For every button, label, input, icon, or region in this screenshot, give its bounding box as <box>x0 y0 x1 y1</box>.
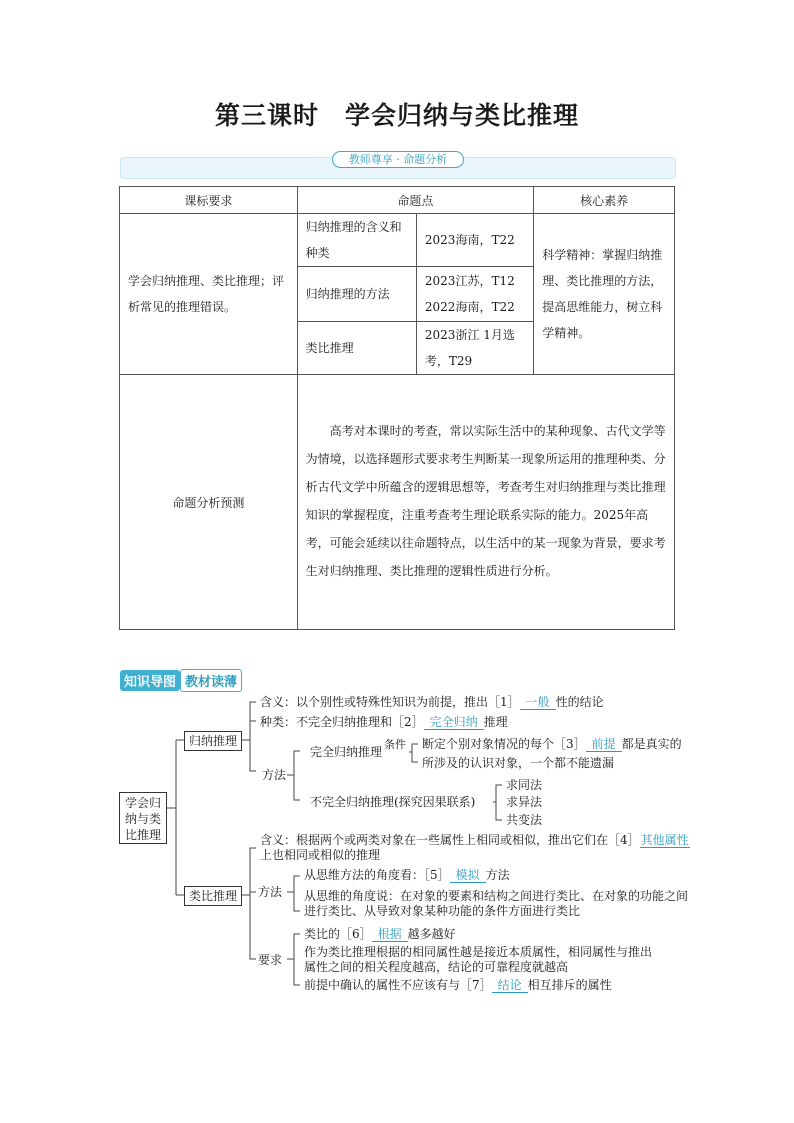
analogy-label: 类比推理 <box>188 889 237 903</box>
answer-7: 结论 <box>492 978 528 993</box>
requirement-cell: 学会归纳推理、类比推理；评析常见的推理错误。 <box>120 214 298 375</box>
analogy-method-2-line2: 进行类比、从导致对象某种功能的条件方面进行类比 <box>304 904 581 918</box>
header-literacy: 核心素养 <box>534 187 675 214</box>
induction-method: 方法 <box>262 768 287 782</box>
condition-label: 条件 <box>384 738 406 751</box>
answer-1: 一般 <box>520 695 556 710</box>
answer-5: 模拟 <box>450 868 486 883</box>
analogy-meaning-text: 含义：根据两个或两类对象在一些属性上相同或相似，推出它们在［4］ <box>260 833 640 847</box>
point-name: 归纳推理的方法 <box>297 267 416 322</box>
requirement-1-text: 类比的［6］ <box>304 927 372 941</box>
table-row <box>120 214 675 267</box>
analogy-method-2: 从思维的角度说：在对象的要素和结构之间进行类比、在对象的功能之间 <box>304 889 689 903</box>
analogy-meaning-line2: 上也相同或相似的推理 <box>260 848 381 862</box>
induction-kinds-tail: 推理 <box>483 715 508 729</box>
literacy-cell: 科学精神：掌握归纳推理、类比推理的方法，提高思维能力，树立科学精神。 <box>534 214 675 375</box>
teacher-banner <box>120 153 676 179</box>
analogy-method-1-tail: 方法 <box>485 868 510 882</box>
condition-1-tail: 都是真实的 <box>621 737 682 751</box>
analysis-text: 高考对本课时的考查，常以实际生活中的某种现象、古代文学等为情境，以选择题形式要求考生判断某一现象所运用的推理种类、分析古代文学中所蕴含的逻辑思想等，考查考生对归纳推理与类比推理知识的掌握程度，注重考查考生理论联系实际的能力。2025年高考，可能会延续以往命题特点，以生活中的某一现象为背景，要求考生对归纳推理、类比推理的逻辑性质进行分析。 <box>297 375 674 630</box>
mindmap-heading-left: 知识导图 <box>120 670 180 691</box>
requirement-1-tail: 越多越好 <box>407 927 456 941</box>
analogy-method: 方法 <box>258 885 283 899</box>
incomplete-induction: 不完全归纳推理(探究因果联系) <box>310 795 476 809</box>
method-same: 求同法 <box>506 778 543 792</box>
induction-kinds-text: 种类：不完全归纳推理和［2］ <box>260 715 424 729</box>
induction-meaning-tail: 性的结论 <box>555 695 604 709</box>
analogy-requirement: 要求 <box>258 953 283 967</box>
answer-6: 根据 <box>372 927 408 942</box>
point-source: 2023海南，T22 <box>416 214 533 267</box>
condition-1 <box>422 737 682 752</box>
condition-1-text: 断定个别对象情况的每个［3］ <box>422 737 586 751</box>
condition-2: 所涉及的认识对象，一个都不能遗漏 <box>422 756 615 770</box>
method-covary: 共变法 <box>506 813 543 827</box>
point-source: 2023浙江 1月选考，T29 <box>416 322 533 375</box>
analogy-method-1 <box>304 868 510 883</box>
analogy-node <box>184 886 242 906</box>
point-name: 类比推理 <box>297 322 416 375</box>
mindmap-heading-right: 教材读薄 <box>180 669 242 692</box>
answer-4: 其他属性 <box>640 833 689 847</box>
analogy-meaning <box>260 833 690 848</box>
page-title: 第三课时 学会归纳与类比推理 <box>214 101 579 130</box>
header-requirement: 课标要求 <box>120 187 298 214</box>
mindmap-root-label: 学会归纳与类比推理 <box>124 796 161 842</box>
method-diff: 求异法 <box>506 795 543 809</box>
answer-3: 前提 <box>586 737 622 752</box>
requirement-2: 作为类比推理根据的相同属性越是接近本质属性，相同属性与推出 <box>304 945 653 959</box>
point-name: 归纳推理的含义和种类 <box>297 214 416 267</box>
answer-2: 完全归纳 <box>424 715 484 730</box>
induction-node <box>184 731 242 751</box>
table-row <box>120 375 675 630</box>
complete-induction: 完全归纳推理 <box>310 745 383 759</box>
induction-meaning-text: 含义：以个别性或特殊性知识为前提，推出［1］ <box>260 695 520 709</box>
requirement-3 <box>304 978 612 993</box>
induction-label: 归纳推理 <box>188 734 237 748</box>
header-points: 命题点 <box>297 187 534 214</box>
analysis-table <box>119 186 675 630</box>
induction-meaning <box>260 695 604 710</box>
table-header-row <box>120 187 675 214</box>
induction-kinds <box>260 715 508 730</box>
mindmap-heading <box>120 669 242 692</box>
requirement-3-tail: 相互排斥的属性 <box>527 978 612 992</box>
analogy-method-1-text: 从思维方法的角度看：［5］ <box>304 868 450 882</box>
mindmap-root <box>119 792 167 844</box>
requirement-2-line2: 属性之间的相关程度越高，结论的可靠程度就越高 <box>304 960 569 974</box>
banner-label: 教师尊享 · 命题分析 <box>332 151 464 168</box>
requirement-1 <box>304 927 456 942</box>
analysis-label: 命题分析预测 <box>120 375 298 630</box>
requirement-3-text: 前提中确认的属性不应该有与［7］ <box>304 978 492 992</box>
point-source: 2023江苏，T12 2022海南，T22 <box>416 267 533 322</box>
